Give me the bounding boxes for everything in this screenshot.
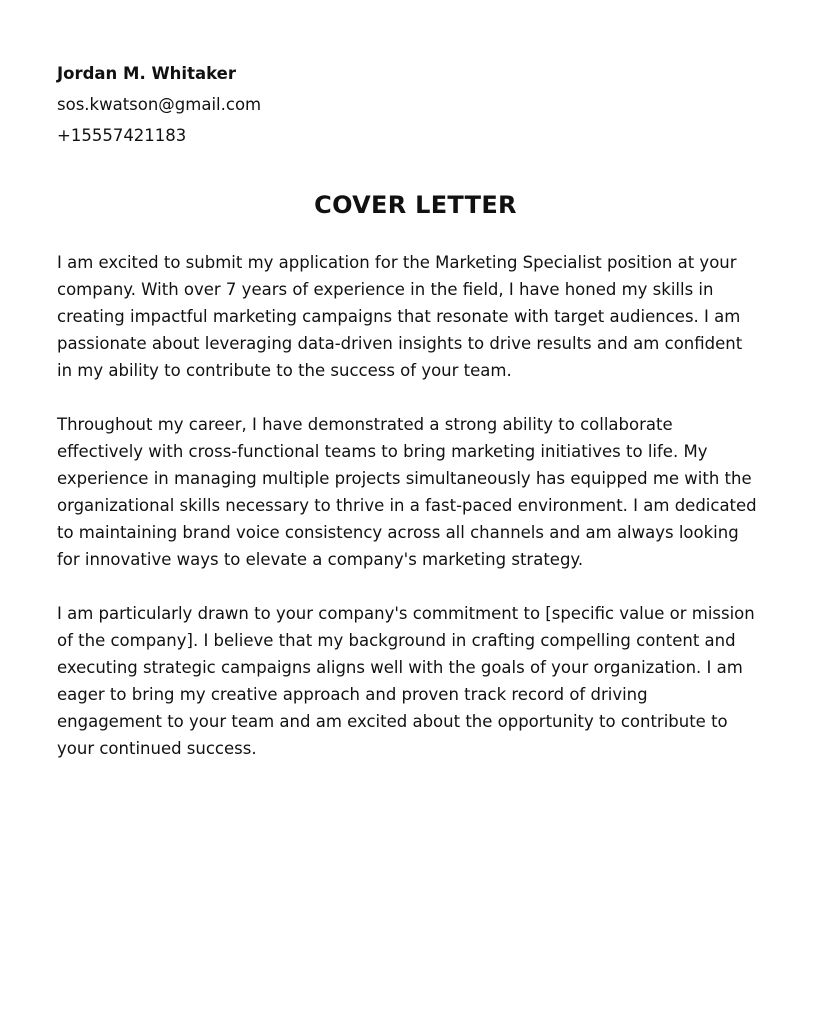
paragraph-line: effectively with cross-functional teams to bring marketing initiatives to life. My: [57, 442, 708, 461]
paragraph-3: [57, 600, 787, 762]
paragraph-line: in my ability to contribute to the success of your team.: [57, 361, 512, 380]
paragraph-line: experience in managing multiple projects simultaneously has equipped me with the: [57, 469, 752, 488]
applicant-name: Jordan M. Whitaker: [57, 64, 236, 83]
paragraph-line: organizational skills necessary to thrive in a fast-paced environment. I am dedicated: [57, 496, 757, 515]
applicant-email: sos.kwatson@gmail.com: [57, 95, 262, 114]
paragraph-line: of the company]. I believe that my background in crafting compelling content and: [57, 631, 736, 650]
paragraph-line: eager to bring my creative approach and proven track record of driving: [57, 685, 648, 704]
paragraph-line: company. With over 7 years of experience in the field, I have honed my skills in: [57, 280, 714, 299]
document-title: COVER LETTER: [314, 191, 517, 219]
paragraph-line: I am particularly drawn to your company's commitment to [specific value or mission: [57, 604, 755, 623]
applicant-phone: +15557421183: [57, 126, 187, 145]
paragraph-line: executing strategic campaigns aligns well with the goals of your organization. I am: [57, 658, 743, 677]
paragraph-line: passionate about leveraging data-driven insights to drive results and am confident: [57, 334, 743, 353]
paragraph-line: creating impactful marketing campaigns that resonate with target audiences. I am: [57, 307, 741, 326]
paragraph-1: [57, 249, 787, 384]
paragraph-line: engagement to your team and am excited about the opportunity to contribute to: [57, 712, 728, 731]
paragraph-line: for innovative ways to elevate a company's marketing strategy.: [57, 550, 584, 569]
paragraph-line: Throughout my career, I have demonstrated a strong ability to collaborate: [57, 415, 673, 434]
paragraph-2: [57, 411, 787, 573]
paragraph-line: your continued success.: [57, 739, 257, 758]
paragraph-line: I am excited to submit my application for the Marketing Specialist position at your: [57, 253, 737, 272]
letter-body: [57, 249, 787, 789]
contact-header: [57, 63, 261, 147]
paragraph-line: to maintaining brand voice consistency across all channels and am always looking: [57, 523, 739, 542]
